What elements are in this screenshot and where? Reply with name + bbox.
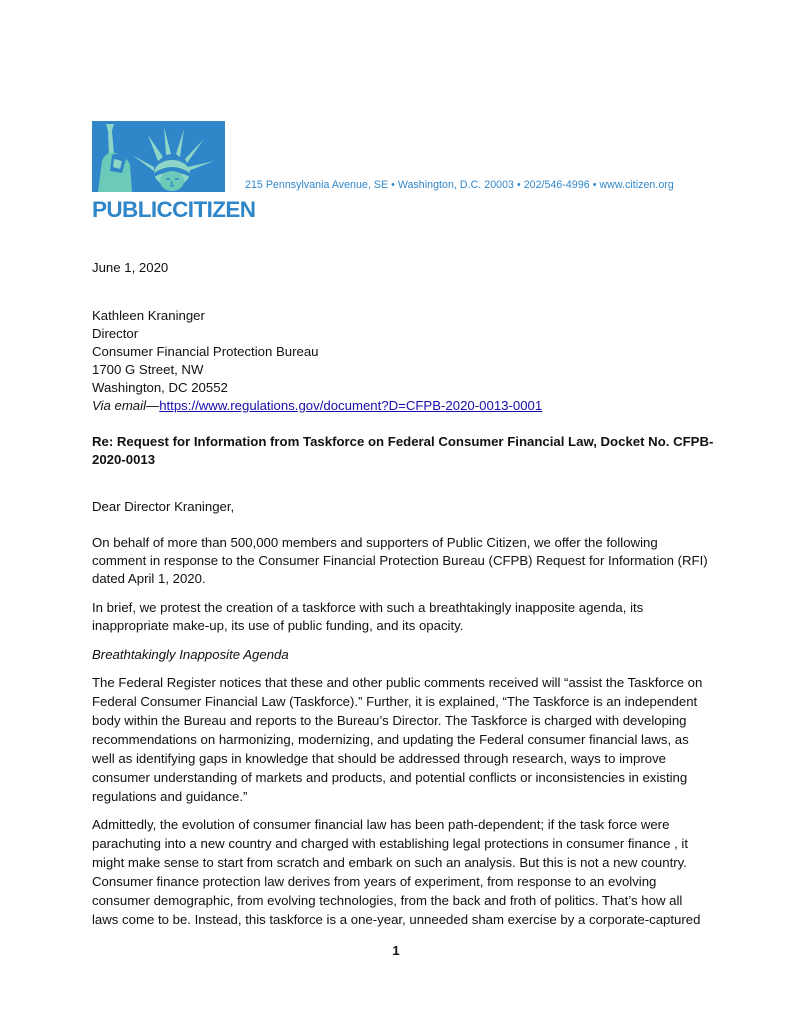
paragraph-1-line: On behalf of more than 500,000 members and supporters of Public Citizen, we offer the following [92, 535, 658, 550]
paragraph-4-line: consumer demographic, from evolving technologies, from the back and froth of politics. That’s how all [92, 893, 683, 908]
recipient-city: Washington, DC 20552 [92, 380, 228, 395]
letter-date: June 1, 2020 [92, 260, 169, 275]
paragraph-2-line: In brief, we protest the creation of a taskforce with such a breathtakingly inapposite agenda, its [92, 600, 644, 615]
paragraph-4-line: Consumer finance protection law derives from years of experiment, from response to an evolving [92, 874, 657, 889]
salutation: Dear Director Kraninger, [92, 499, 235, 514]
paragraph-4-line: Admittedly, the evolution of consumer financial law has been path-dependent; if the task force were [92, 817, 670, 832]
paragraph-1-line: dated April 1, 2020. [92, 571, 206, 586]
logo-word-public: PUBLIC [92, 197, 173, 222]
paragraph-2-line: inappropriate make-up, its use of public funding, and its opacity. [92, 618, 464, 633]
recipient-org: Consumer Financial Protection Bureau [92, 344, 319, 359]
letterhead-address: 215 Pennsylvania Avenue, SE • Washington, D.C. 20003 • 202/546-4996 • www.citizen.org [245, 179, 674, 191]
paragraph-3-line: Federal Consumer Financial Law (Taskforce).” Further, it is explained, “The Taskforce is an independent [92, 694, 698, 709]
paragraph-3-line: regulations and guidance.” [92, 789, 248, 804]
regulations-gov-link[interactable]: https://www.regulations.gov/document?D=CFPB-2020-0013-0001 [159, 398, 543, 413]
via-email-label: Via email [92, 398, 146, 413]
paragraph-3-line: consumer understanding of markets and products, and potential conflicts or inconsistencies in existing [92, 770, 688, 785]
page-number: 1 [392, 943, 400, 958]
via-separator: — [146, 398, 160, 413]
re-line-2: 2020-0013 [92, 452, 156, 467]
recipient-via-line [92, 396, 702, 415]
statue-of-liberty-icon [92, 121, 225, 192]
paragraph-1-line: comment in response to the Consumer Financial Protection Bureau (CFPB) Request for Information (RFI) [92, 553, 708, 568]
logo-word-citizen: CITIZEN [172, 197, 256, 222]
paragraph-3-line: The Federal Register notices that these and other public comments received will “assist the Taskforce on [92, 675, 703, 690]
recipient-title: Director [92, 326, 139, 341]
paragraph-3-line: well as identifying gaps in knowledge that should be addressed through research, ways to improve [92, 751, 666, 766]
paragraph-3-line: recommendations on harmonizing, modernizing, and updating the Federal consumer financial laws, as [92, 732, 689, 747]
recipient-street: 1700 G Street, NW [92, 362, 204, 377]
recipient-name: Kathleen Kraninger [92, 308, 205, 323]
paragraph-4-line: might make sense to start from scratch and embark on such an analysis. But this is not a new country. [92, 855, 687, 870]
paragraph-4-line: laws come to be. Instead, this taskforce is a one-year, unneeded sham exercise by a corporate-captured [92, 912, 701, 927]
re-line-1: Re: Request for Information from Taskforce on Federal Consumer Financial Law, Docket No. CFPB- [92, 434, 714, 449]
paragraph-3-line: body within the Bureau and reports to the Bureau’s Director. The Taskforce is charged with developing [92, 713, 687, 728]
logo-wordmark [92, 194, 256, 226]
public-citizen-logo [92, 121, 225, 192]
paragraph-4-line: parachuting into a new country and charged with establishing legal protections in consumer finance , it [92, 836, 688, 851]
section-heading: Breathtakingly Inapposite Agenda [92, 647, 289, 662]
